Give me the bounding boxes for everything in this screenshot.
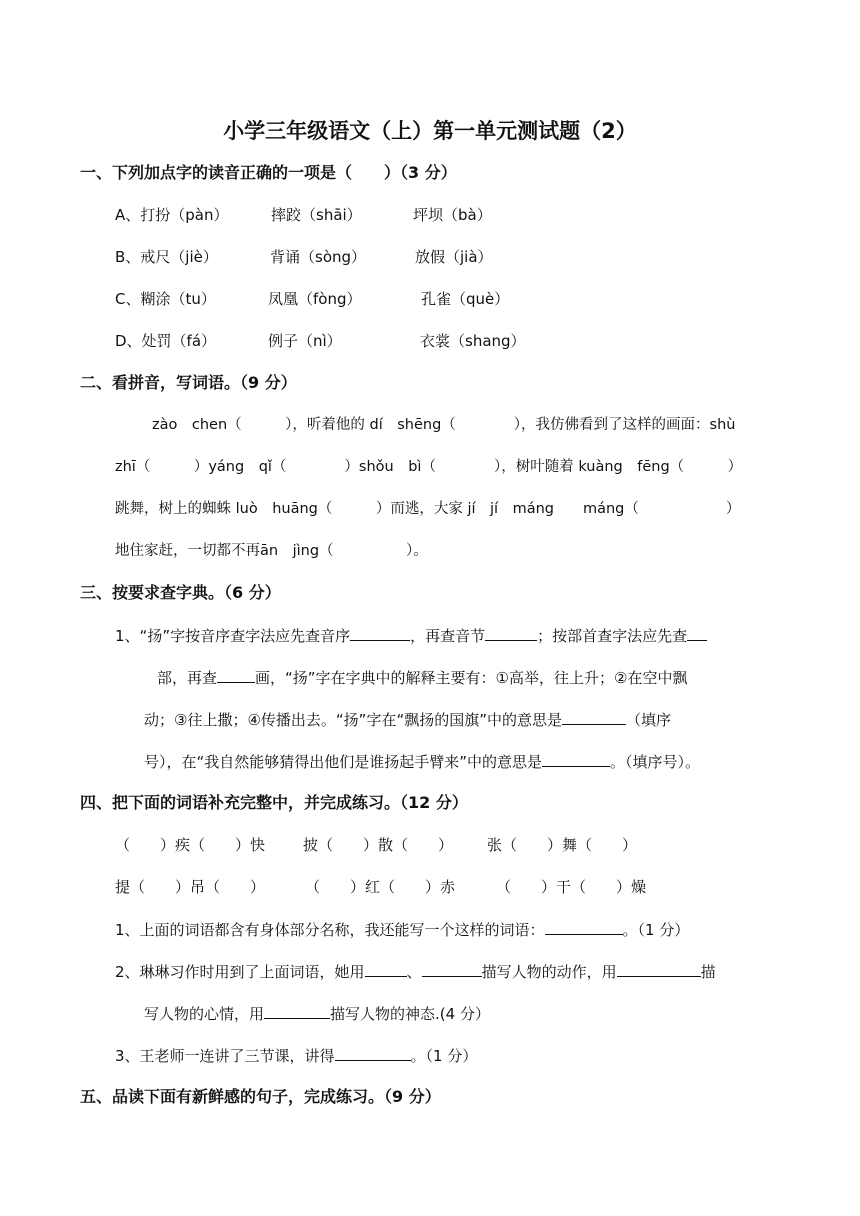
word-fill-3: 张（ ）舞（ ） — [487, 836, 638, 854]
option-b-3: 放假（jià） — [415, 248, 493, 266]
exercise-q2-line-1 — [115, 960, 716, 983]
dict-q-line-1 — [115, 624, 707, 647]
word-fill-6: （ ）干（ ）燥 — [496, 878, 647, 896]
blank-meaning-1[interactable] — [562, 708, 626, 725]
option-c-2: 凤凰（fòng） — [268, 290, 362, 308]
dict-q-text-4b: 。（填序号）。 — [610, 753, 701, 771]
exercise-q2-sep: 、 — [406, 963, 422, 981]
blank-meaning-2[interactable] — [542, 750, 610, 767]
exercise-q2-text-f: 描写人物的神态.(4 分） — [330, 1005, 490, 1023]
blank-yinjie[interactable] — [485, 624, 537, 641]
exercise-q2-text-e: 写人物的心情，用 — [144, 1005, 265, 1023]
dict-q-line-3 — [144, 708, 671, 731]
exercise-q2-text-d: 描 — [700, 963, 716, 981]
section-3-heading: 三、按要求查字典。（6 分） — [80, 583, 281, 602]
section-4-heading: 四、把下面的词语补充完整中，并完成练习。（12 分） — [80, 793, 468, 812]
word-fill-4: 提（ ）吊（ ） — [115, 878, 266, 896]
option-b-1: B、戒尺（jiè） — [115, 248, 218, 266]
exercise-q3-score: 。（1 分） — [410, 1047, 478, 1065]
dict-q-line-2 — [157, 666, 687, 689]
section-2-heading: 二、看拼音，写词语。（9 分） — [80, 373, 297, 392]
dict-q-text-3a: 动；③往上撒；④传播出去。“扬”字在“飘扬的国旗”中的意思是 — [144, 711, 562, 729]
option-d-1: D、处罚（fá） — [115, 332, 217, 350]
blank-action-1[interactable] — [365, 960, 407, 977]
option-c-1: C、糊涂（tu） — [115, 290, 216, 308]
option-a-3: 坪坝（bà） — [413, 206, 492, 224]
dict-q-line-4 — [144, 750, 700, 773]
blank-yinxu[interactable] — [350, 624, 410, 641]
dict-q-text-1b: ，再查音节 — [410, 627, 486, 645]
exercise-q1-score: 。（1 分） — [622, 921, 690, 939]
option-d-3: 衣裳（shang） — [420, 332, 526, 350]
dict-q-text-1a: 1、“扬”字按音序查字法应先查音序 — [115, 627, 351, 645]
blank-huashu[interactable] — [217, 666, 255, 683]
blank-mood[interactable] — [617, 960, 701, 977]
dict-q-text-2b: 画，“扬”字在字典中的解释主要有：①高举，往上升；②在空中飘 — [255, 669, 688, 687]
exercise-q3 — [115, 1044, 477, 1067]
blank-expression[interactable] — [264, 1002, 330, 1019]
exercise-q2-text-c: 描写人物的动作，用 — [481, 963, 617, 981]
exercise-q1 — [115, 918, 689, 941]
pinyin-line-1: zào chen（ ），听着他的 dí shēng（ ），我仿佛看到了这样的画面：shù — [152, 417, 736, 433]
dict-q-text-1c: ；按部首查字法应先查 — [537, 627, 688, 645]
option-a-2: 摔跤（shāi） — [271, 206, 362, 224]
pinyin-line-4: 地住家赶，一切都不再ān jìng（ ）。 — [115, 543, 428, 559]
option-d-2: 例子（nì） — [268, 332, 342, 350]
page-title: 小学三年级语文（上）第一单元测试题（2） — [223, 119, 637, 143]
pinyin-line-2: zhī（ ）yáng qǐ（ ）shǒu bì（ ），树叶随着 kuàng fēng（ ） — [115, 459, 743, 475]
exercise-q2-text-a: 2、琳琳习作时用到了上面词语，她用 — [115, 963, 365, 981]
word-fill-1: （ ）疾（ ）快 — [115, 836, 266, 854]
blank-body-word[interactable] — [545, 918, 623, 935]
option-c-3: 孔雀（què） — [421, 290, 510, 308]
dict-q-text-4a: 号），在“我自然能够猜得出他们是谁扬起手臂来”中的意思是 — [144, 753, 543, 771]
pinyin-line-3: 跳舞，树上的蜘蛛 luò huāng（ ）而逃，大家 jí jí máng máng（ ） — [115, 501, 741, 517]
option-a-1: A、打扮（pàn） — [115, 206, 229, 224]
exercise-q2-line-2 — [144, 1002, 490, 1025]
section-5-heading: 五、品读下面有新鲜感的句子，完成练习。（9 分） — [80, 1087, 441, 1106]
exercise-q1-text: 1、上面的词语都含有身体部分名称，我还能写一个这样的词语： — [115, 921, 545, 939]
word-fill-5: （ ）红（ ）赤 — [305, 878, 456, 896]
option-b-2: 背诵（sòng） — [270, 248, 367, 266]
dict-q-text-3b: （填序 — [625, 711, 671, 729]
section-1-heading: 一、下列加点字的读音正确的一项是（ ）（3 分） — [80, 163, 457, 182]
word-fill-2: 披（ ）散（ ） — [303, 836, 454, 854]
blank-action-2[interactable] — [422, 960, 482, 977]
exercise-q3-text: 3、王老师一连讲了三节课，讲得 — [115, 1047, 335, 1065]
blank-lecture[interactable] — [335, 1044, 411, 1061]
blank-bushou[interactable] — [687, 624, 707, 641]
dict-q-text-2a: 部，再查 — [157, 669, 218, 687]
